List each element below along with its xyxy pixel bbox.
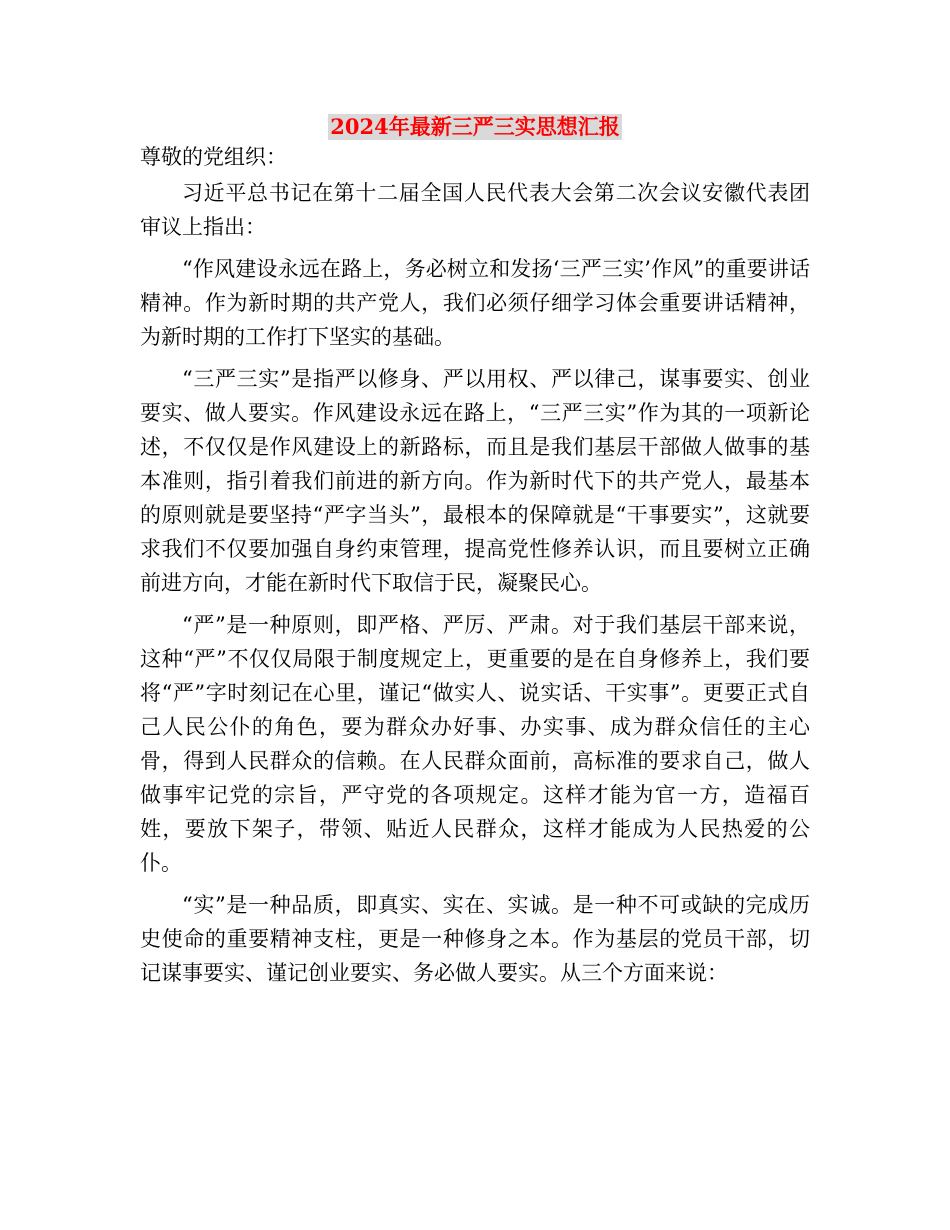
document-title: 2024年最新三严三实思想汇报 [330,114,620,139]
paragraph-5: “实”是一种品质，即真实、实在、实诚。是一种不可或缺的完成历史使命的重要精神支柱，更是一种修身之本。作为基层的党员干部，切记谋事要实、谨记创业要实、务必做人要实。从三个方面来说： [140,893,810,985]
paragraph-1: 习近平总书记在第十二届全国人民代表大会第二次会议安徽代表团审议上指出： [140,181,810,239]
paragraph-4: “严”是一种原则，即严格、严厉、严肃。对于我们基层干部来说，这种“严”不仅仅局限于制度规定上，更重要的是在自身修养上，我们要将“严”字时刻记在心里，谨记“做实人、说实话、干实事”。更要正式自己人民公仆的角色，要为群众办好事、办实事、成为群众信任的主心骨，得到人民群众的信赖。在人民群众面前，高标准的要求自己，做人做事牢记党的宗旨，严守党的各项规定。这样才能为官一方，造福百姓，要放下架子，带领、贴近人民群众，这样才能成为人民热爱的公仆。 [140,613,810,875]
document-body [140,140,810,998]
title-container [0,114,950,140]
paragraph-3: “三严三实”是指严以修身、严以用权、严以律己，谋事要实、创业要实、做人要实。作风建设永远在路上，“三严三实”作为其的一项新论述，不仅仅是作风建设上的新路标，而且是我们基层干部做人做事的基本准则，指引着我们前进的新方向。作为新时代下的共产党人，最基本的原则就是要坚持“严字当头”，最根本的保障就是“干事要实”，这就要求我们不仅要加强自身约束管理，提高党性修养认识，而且要树立正确前进方向，才能在新时代下取信于民，凝聚民心。 [140,367,810,595]
salutation: 尊敬的党组织： [140,145,287,169]
paragraph-2: “作风建设永远在路上，务必树立和发扬‘三严三实’作风”的重要讲话精神。作为新时期的共产党人，我们必须仔细学习体会重要讲话精神，为新时期的工作打下坚实的基础。 [140,257,810,349]
